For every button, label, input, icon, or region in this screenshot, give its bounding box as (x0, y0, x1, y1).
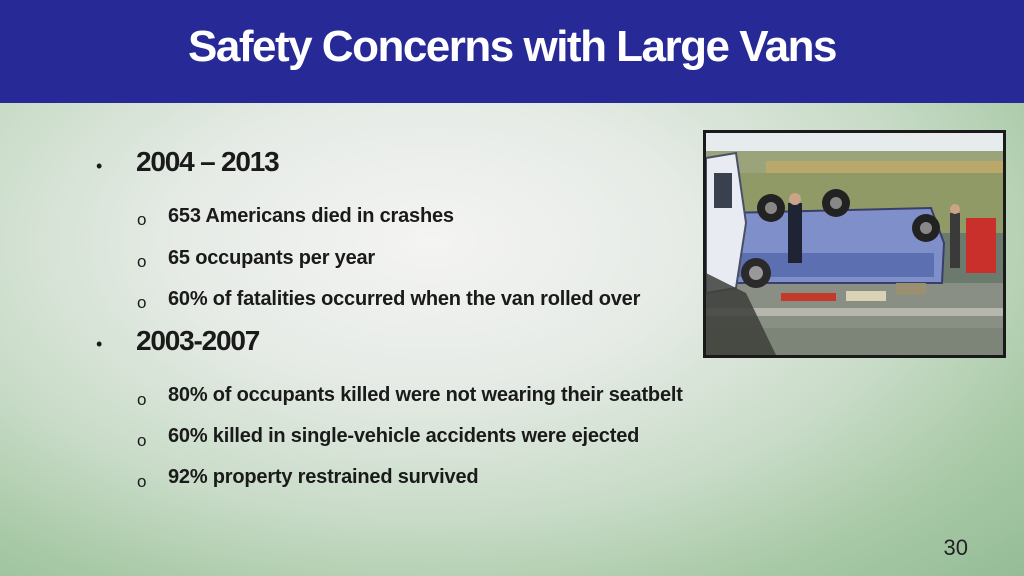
list-item: 60% of fatalities occurred when the van rolled over (168, 288, 641, 310)
sub-bullet-marker: o (137, 390, 147, 409)
list-item: 80% of occupants killed were not wearing their seatbelt (168, 384, 683, 406)
overturned-van-image (706, 133, 1003, 355)
list-item: 92% property restrained survived (168, 466, 479, 488)
bullet-marker: • (96, 334, 103, 354)
list-item: 653 Americans died in crashes (168, 205, 454, 227)
bullet-marker: • (96, 156, 103, 176)
sub-bullet-marker: o (137, 472, 147, 491)
page-number: 30 (943, 535, 968, 560)
list-item: 60% killed in single-vehicle accidents were ejected (168, 425, 640, 447)
section-heading-2003-2007: 2003-2007 (136, 325, 260, 356)
list-item: 65 occupants per year (168, 247, 376, 269)
sub-bullet-marker: o (137, 293, 147, 312)
sub-bullet-marker: o (137, 431, 147, 450)
slide-title: Safety Concerns with Large Vans (188, 22, 836, 71)
sub-bullet-marker: o (137, 210, 147, 229)
sub-bullet-marker: o (137, 252, 147, 271)
section-heading-2004-2013: 2004 – 2013 (136, 146, 279, 177)
crash-photo (703, 130, 1006, 358)
